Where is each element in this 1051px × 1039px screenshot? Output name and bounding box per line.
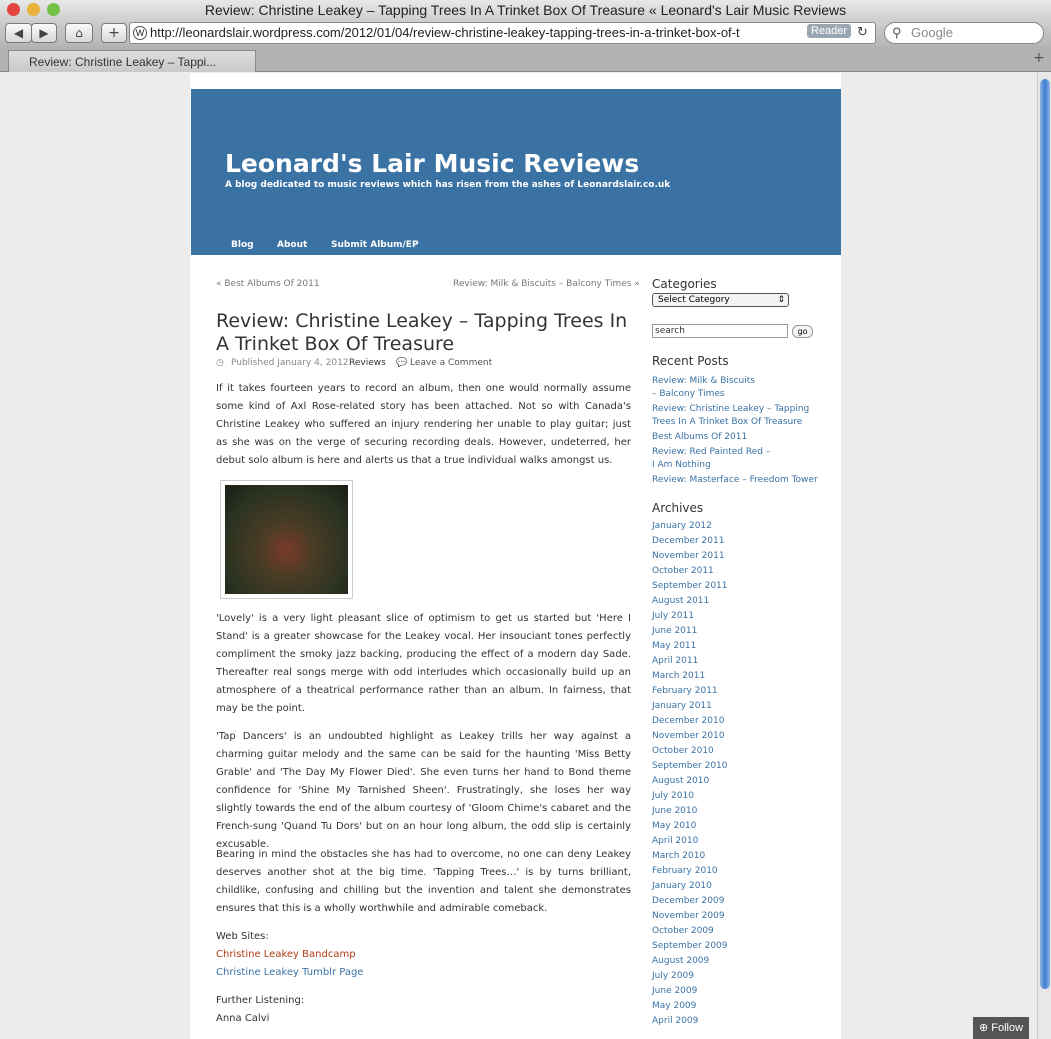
archive-month-link[interactable]: January 2010 — [652, 881, 712, 891]
archive-month-link[interactable]: November 2010 — [652, 731, 725, 741]
recent-post-link[interactable]: Best Albums Of 2011 — [652, 432, 748, 442]
next-post-link[interactable]: Review: Milk & Biscuits – Balcony Times » — [453, 279, 640, 289]
archive-month-link[interactable]: August 2010 — [652, 776, 710, 786]
categories-heading: Categories — [652, 277, 717, 291]
search-placeholder: Google — [911, 25, 953, 40]
archive-month-link[interactable]: December 2010 — [652, 716, 725, 726]
tab-bar — [0, 46, 1051, 72]
window-titlebar — [0, 0, 1051, 20]
wordpress-icon: W — [133, 26, 147, 40]
archives-heading: Archives — [652, 501, 704, 515]
zoom-window-button[interactable] — [47, 3, 60, 16]
archive-month-link[interactable]: October 2009 — [652, 926, 714, 936]
new-tab-button[interactable]: + — [101, 23, 127, 43]
archive-month-link[interactable]: April 2010 — [652, 836, 699, 846]
archive-month-link[interactable]: May 2010 — [652, 821, 697, 831]
archive-month-link[interactable]: April 2011 — [652, 656, 699, 666]
archive-month-link[interactable]: July 2009 — [652, 971, 694, 981]
previous-post-link[interactable]: « Best Albums Of 2011 — [216, 279, 320, 289]
recent-post-link[interactable]: Review: Masterface – Freedom Tower — [652, 475, 818, 485]
archive-month-link[interactable]: September 2010 — [652, 761, 728, 771]
forward-button[interactable]: ▶ — [31, 23, 57, 43]
archive-month-link[interactable]: November 2009 — [652, 911, 725, 921]
archive-month-link[interactable]: January 2011 — [652, 701, 712, 711]
archive-month-link[interactable]: July 2010 — [652, 791, 694, 801]
archive-month-link[interactable]: March 2010 — [652, 851, 706, 861]
vertical-scrollbar[interactable] — [1037, 73, 1051, 1039]
back-button[interactable]: ◀ — [5, 23, 32, 43]
leave-comment-link[interactable]: Leave a Comment — [410, 358, 493, 368]
archive-month-link[interactable]: May 2009 — [652, 1001, 697, 1011]
archive-month-link[interactable]: April 2009 — [652, 1016, 699, 1026]
follow-plus-icon: ⊕ — [979, 1022, 992, 1034]
bandcamp-link[interactable]: Christine Leakey Bandcamp — [216, 949, 356, 960]
select-arrows-icon: ⇕ — [777, 295, 785, 305]
archive-month-link[interactable]: March 2011 — [652, 671, 706, 681]
post-title[interactable]: Review: Christine Leakey – Tapping Trees In A Trinket Box Of Treasure — [216, 310, 628, 355]
archive-month-link[interactable]: November 2011 — [652, 551, 725, 561]
further-listening-label: Further Listening: — [216, 995, 305, 1006]
archive-month-link[interactable]: October 2010 — [652, 746, 714, 756]
sidebar-search-go-button[interactable]: go — [792, 325, 813, 338]
address-bar-text: http://leonardslair.wordpress.com/2012/01/04/review-christine-leakey-tapping-trees-in-a-trinket-box-of-t — [150, 25, 740, 40]
tab-current[interactable]: Review: Christine Leakey – Tappi... — [8, 50, 256, 72]
category-select-value: Select Category — [658, 295, 730, 305]
comment-icon: 💬 — [396, 358, 408, 368]
search-field[interactable] — [884, 22, 1044, 44]
further-listening-value: Anna Calvi — [216, 1013, 270, 1024]
archive-month-link[interactable]: June 2010 — [652, 806, 698, 816]
address-bar[interactable] — [129, 22, 876, 44]
post-category[interactable]: Reviews — [349, 358, 386, 368]
blog-tagline: A blog dedicated to music reviews which has risen from the ashes of Leonardslair.co.uk — [225, 180, 671, 190]
websites-label: Web Sites: — [216, 931, 269, 942]
recent-posts-heading: Recent Posts — [652, 354, 729, 368]
home-button[interactable]: ⌂ — [65, 23, 93, 43]
archive-month-link[interactable]: August 2011 — [652, 596, 710, 606]
archive-month-link[interactable]: February 2011 — [652, 686, 718, 696]
reload-icon[interactable]: ↻ — [857, 25, 868, 40]
close-window-button[interactable] — [7, 3, 20, 16]
archive-month-link[interactable]: July 2011 — [652, 611, 694, 621]
add-tab-icon[interactable]: + — [1033, 50, 1045, 66]
follow-button[interactable] — [973, 1017, 1029, 1039]
album-cover-image[interactable] — [220, 480, 353, 599]
follow-label: Follow — [991, 1022, 1024, 1034]
archive-month-link[interactable]: September 2009 — [652, 941, 728, 951]
browser-toolbar — [0, 20, 1051, 46]
archive-month-link[interactable]: October 2011 — [652, 566, 714, 576]
archive-month-link[interactable]: May 2011 — [652, 641, 697, 651]
archive-month-link[interactable]: June 2011 — [652, 626, 698, 636]
archive-month-link[interactable]: August 2009 — [652, 956, 710, 966]
archive-month-link[interactable]: June 2009 — [652, 986, 698, 996]
post-date: Published January 4, 2012 — [231, 358, 349, 368]
minimize-window-button[interactable] — [27, 3, 40, 16]
category-select[interactable] — [652, 293, 789, 307]
archive-month-link[interactable]: January 2012 — [652, 521, 712, 531]
recent-post-link[interactable]: Review: Red Painted Red – I Am Nothing — [652, 447, 771, 470]
post-paragraph-3: 'Tap Dancers' is an undoubted highlight as Leakey trills her way against a charming guitar melody and the same can be said for the haunting 'Miss Betty Grable' and 'The Day My Flower Died'. She even turns her hand to Bond theme confidence for 'Shine My Tarnished Sheen'. Frustratingly, she loses her way slightly towards the end of the album courtesy of 'Gloom Chime's cabaret and the French-sung 'Quand Tu Dors' but on an hour long album, the odd slip is certainly excusable. — [216, 731, 631, 850]
archive-month-link[interactable]: December 2009 — [652, 896, 725, 906]
search-icon: ⚲ — [892, 25, 902, 40]
post-paragraph-2: 'Lovely' is a very light pleasant slice of optimism to get us started but 'Here I Stand' is a greater showcase for the Leakey vocal. Her insouciant tones perfectly compliment the smoky jazz backing, producing the effect of a modern day Sade. Thereafter real songs merge with odd interludes which occasionally build up an atmosphere of a theatrical performance rather than an album. In fairness, that may be the point. — [216, 613, 631, 714]
archive-month-link[interactable]: February 2010 — [652, 866, 718, 876]
clock-icon: ◷ — [216, 358, 224, 368]
nav-submit-album[interactable]: Submit Album/EP — [331, 240, 419, 250]
reader-button[interactable]: Reader — [807, 24, 851, 38]
post-paragraph-4: Bearing in mind the obstacles she has had to overcome, no one can deny Leakey deserves another shot at the big time. 'Tapping Trees…' is by turns brilliant, childlike, confusing and chilling but the invention and talent she demonstrates ensures that this is a wholly worthwhile and admirable comeback. — [216, 849, 631, 914]
nav-about[interactable]: About — [277, 240, 308, 250]
blog-header — [191, 89, 841, 255]
blog-title[interactable]: Leonard's Lair Music Reviews — [225, 149, 640, 178]
tumblr-link[interactable]: Christine Leakey Tumblr Page — [216, 967, 364, 978]
sidebar-search-input[interactable]: search — [652, 324, 788, 338]
recent-post-link[interactable]: Review: Christine Leakey – Tapping Trees In A Trinket Box Of Treasure — [652, 404, 810, 427]
scrollbar-thumb[interactable] — [1040, 79, 1050, 989]
window-title: Review: Christine Leakey – Tapping Trees In A Trinket Box Of Treasure « Leonard's Lair Music Reviews — [204, 2, 847, 18]
recent-post-link[interactable]: Review: Milk & Biscuits – Balcony Times — [652, 376, 755, 399]
archive-month-link[interactable]: September 2011 — [652, 581, 728, 591]
page-viewport — [0, 73, 1037, 1039]
nav-blog[interactable]: Blog — [231, 240, 254, 250]
post-paragraph-1: If it takes fourteen years to record an album, then one would normally assume some kind of Axl Rose-related story has been attached. Not so with Canada's Christine Leakey who suffered an injury rendering her unable to play guitar; just as she was on the verge of securing recording deals. However, undeterred, her debut solo album is here and alerts us that a true individual walks amongst us. — [216, 383, 631, 466]
archive-month-link[interactable]: December 2011 — [652, 536, 725, 546]
